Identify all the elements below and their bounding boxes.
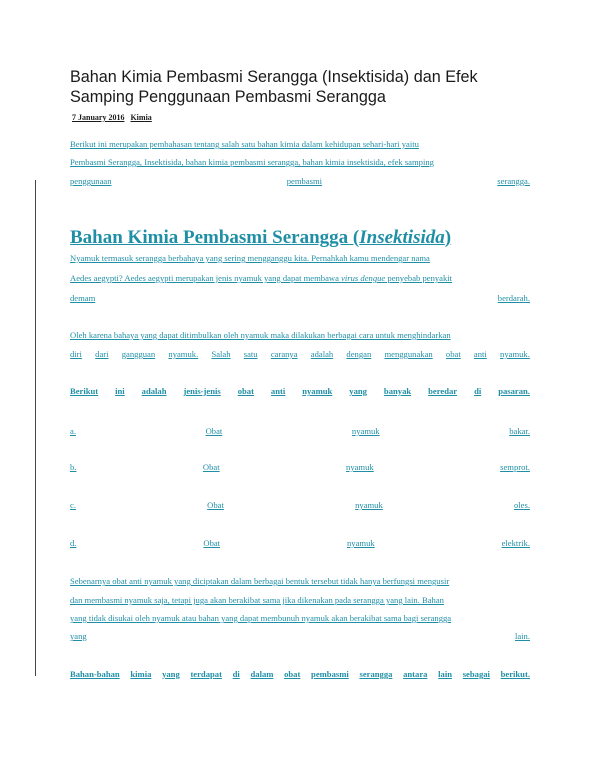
p4-line-4[interactable] [70, 631, 530, 642]
word: Bahan-bahan [70, 669, 120, 679]
word: nyamuk. [500, 349, 530, 359]
word: nyamuk [351, 426, 380, 436]
p5-line[interactable] [70, 669, 530, 680]
word: jenis-jenis [183, 386, 221, 396]
list-marker: b. [70, 462, 77, 472]
word: Obat [205, 426, 223, 436]
margin-rule [35, 180, 36, 676]
p3-line[interactable] [70, 386, 530, 397]
word: diri [70, 349, 82, 359]
page-title: Bahan Kimia Pembasmi Serangga (Insektisida) dan Efek Samping Penggunaan Pembasmi Serangga [70, 68, 478, 106]
word: Salah [211, 349, 231, 359]
heading-italic: Insektisida [359, 227, 445, 248]
list-marker: c. [70, 500, 76, 510]
p4-line-2[interactable]: dan membasmi nyamuk saja, tetapi juga akan berakibat sama jika dikenakan pada serangga yang lain. Bahan [70, 595, 444, 605]
p1-line-3[interactable] [70, 293, 530, 304]
word: demam [70, 293, 96, 303]
word: Obat [203, 538, 221, 548]
word: Obat [207, 500, 224, 510]
p1-line-2[interactable] [70, 273, 530, 284]
word: yang [349, 386, 367, 396]
word: sebagai [462, 669, 490, 679]
word: dari [95, 349, 109, 359]
p1-line-1[interactable]: Nyamuk termasuk serangga berbahaya yang sering mengganggu kita. Pernahkah kamu mendengar nama [70, 253, 430, 263]
list-marker: a. [70, 426, 76, 436]
p2-line-2[interactable] [70, 349, 530, 360]
heading-close: ) [444, 227, 452, 248]
word: yang [162, 669, 180, 679]
section-heading[interactable] [70, 226, 451, 250]
word: nyamuk [346, 538, 375, 548]
text: Aedes aegypti? Aedes aegypti merupakan jenis nyamuk yang dapat membawa [70, 273, 342, 283]
word: nyamuk. [168, 349, 199, 359]
word: caranya [270, 349, 298, 359]
word: nyamuk [355, 500, 383, 510]
word: pasaran. [498, 386, 530, 396]
word: ini [115, 386, 125, 396]
heading-text: Bahan Kimia Pembasmi Serangga ( [70, 227, 360, 248]
p4-line-3[interactable]: yang tidak disukai oleh nyamuk atau bahan yang dapat membunuh nyamuk akan berakibat sama bagi serangga [70, 613, 452, 623]
post-meta [72, 113, 156, 122]
list-marker: d. [70, 538, 77, 548]
word: Berikut [70, 386, 99, 396]
word: obat [284, 669, 301, 679]
word: bakar. [509, 426, 530, 436]
word: anti [473, 349, 487, 359]
word: di [474, 386, 482, 396]
word: adalah [141, 386, 167, 396]
word: elektrik. [501, 538, 530, 548]
word: anti [270, 386, 286, 396]
intro-line-1[interactable]: Berikut ini merupakan pembahasan tentang salah satu bahan kimia dalam kehidupan sehari-hari yaitu [70, 139, 419, 149]
intro-line-3[interactable] [70, 176, 530, 187]
p2-line-1[interactable]: Oleh karena bahaya yang dapat ditimbulkan oleh nyamuk maka dilakukan berbagai cara untuk menghindarkan [70, 330, 451, 340]
category-link[interactable]: Kimia [130, 113, 152, 122]
word: Obat [202, 462, 220, 472]
post-date-link[interactable]: 7 January 2016 [72, 113, 125, 122]
word: satu [243, 349, 258, 359]
list-item[interactable] [70, 538, 530, 549]
word: adalah [310, 349, 334, 359]
word: pembasmi [286, 176, 323, 186]
italic-text: virus dengue [341, 273, 386, 283]
word: berdarah. [497, 293, 530, 303]
word: di [232, 669, 240, 679]
word: obat [237, 386, 254, 396]
word: dalam [250, 669, 274, 679]
word: menggunakan [384, 349, 433, 359]
word: nyamuk [346, 462, 374, 472]
word: dengan [346, 349, 372, 359]
word: semprot. [500, 462, 530, 472]
word: penggunaan [70, 176, 112, 186]
list-item[interactable] [70, 426, 530, 437]
word: pembasmi [311, 669, 349, 679]
intro-line-2[interactable]: Pembasmi Serangga, Insektisida, bahan kimia pembasmi serangga, bahan kimia insektisida, efek samping [70, 157, 434, 167]
word: banyak [383, 386, 412, 396]
word: oles. [513, 500, 530, 510]
word: serangga [359, 669, 393, 679]
word: terdapat [190, 669, 222, 679]
list-item[interactable] [70, 462, 530, 473]
word: obat [445, 349, 461, 359]
word: serangga. [497, 176, 530, 186]
word: kimia [130, 669, 152, 679]
word: berikut. [500, 669, 530, 679]
word: beredar [428, 386, 458, 396]
word: antara [403, 669, 428, 679]
word: lain. [514, 631, 530, 641]
word: gangguan [121, 349, 156, 359]
list-item[interactable] [70, 500, 530, 511]
word: yang [70, 631, 87, 641]
word: nyamuk [302, 386, 333, 396]
word: lain [438, 669, 453, 679]
p4-line-1[interactable]: Sebenarnya obat anti nyamuk yang diciptakan dalam berbagai bentuk tersebut tidak hanya berfungsi mengusir [70, 576, 450, 586]
text: penyebab penyakit [385, 273, 453, 283]
